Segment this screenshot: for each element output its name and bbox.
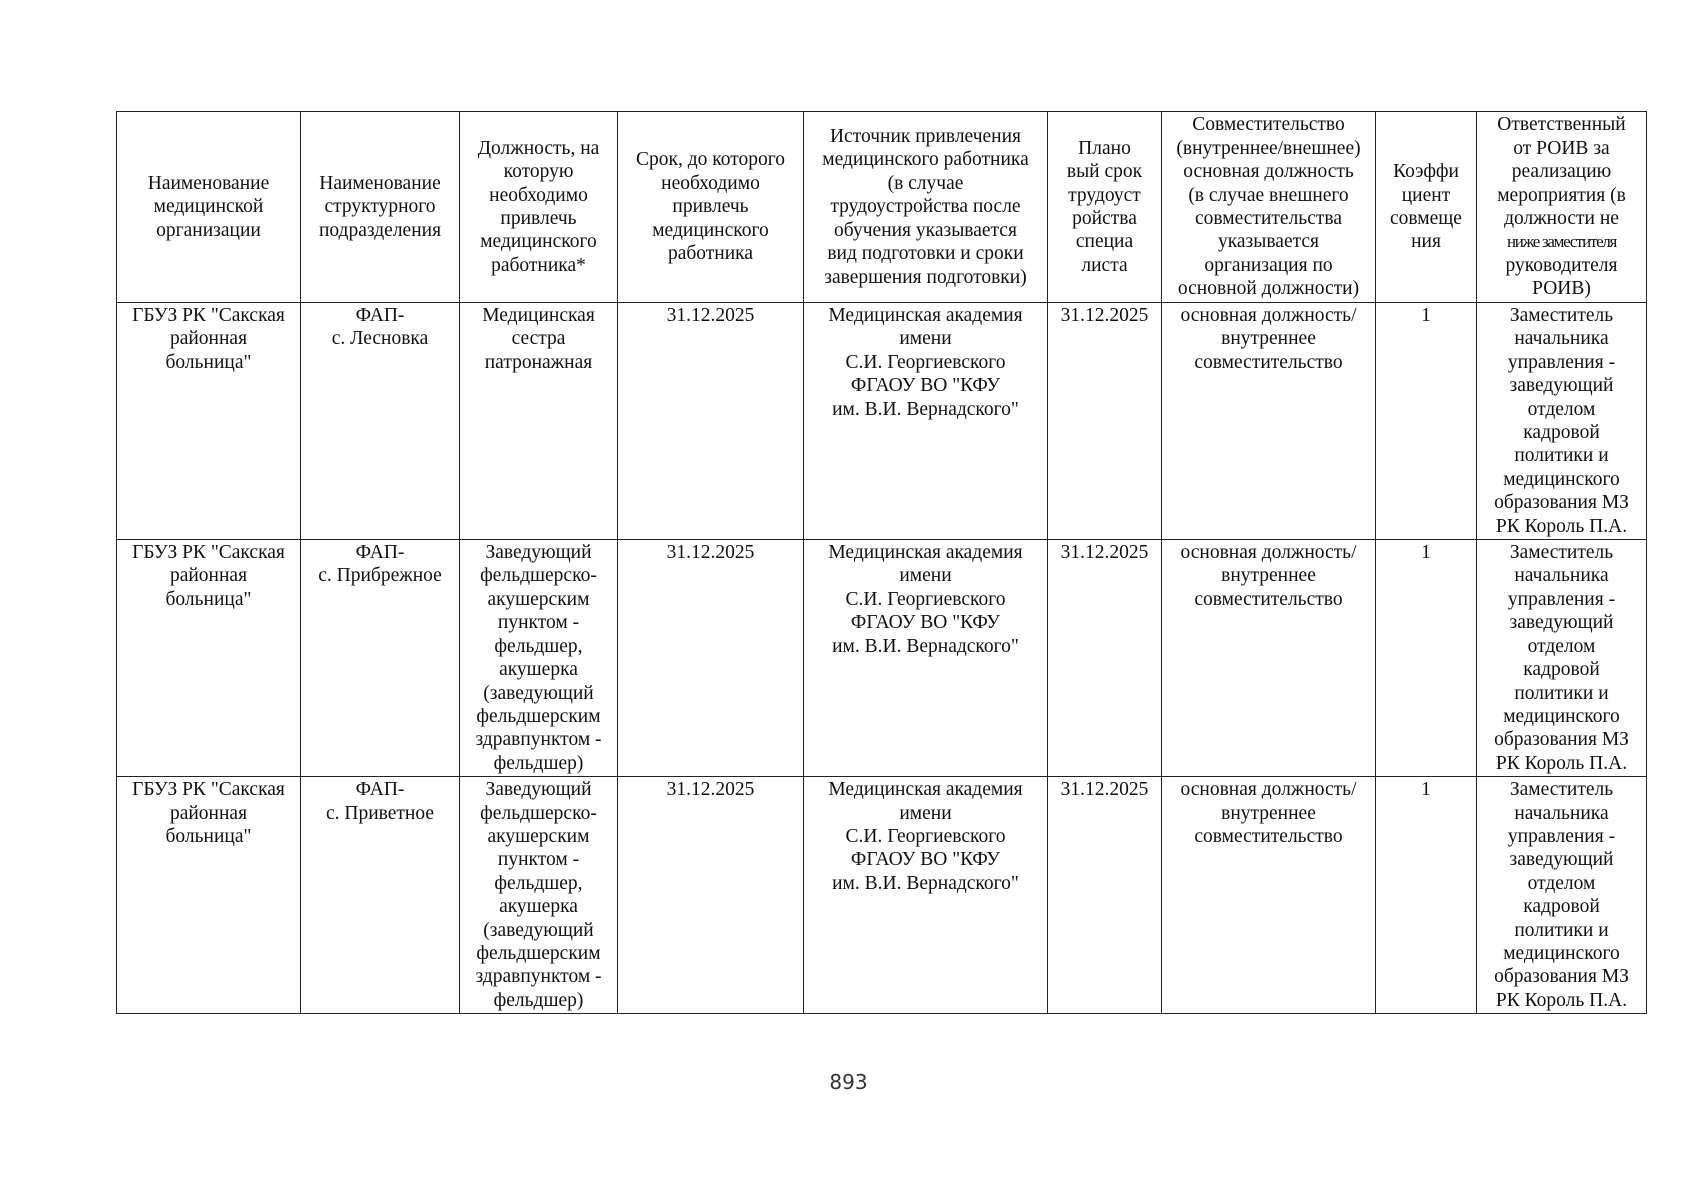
cell-line: отделом [1527, 635, 1596, 657]
header-cell [1477, 112, 1647, 303]
cell-line: РК Король П.А. [1495, 989, 1628, 1011]
cell-line: Заведующий [485, 779, 592, 801]
page-number: 893 [829, 1070, 868, 1094]
cell-line: пунктом - [497, 612, 580, 634]
cell-line: медицинского [1503, 942, 1620, 964]
cell-line: им. В.И. Вернадского" [832, 872, 1019, 894]
cell-line: ния [1411, 231, 1441, 253]
table-cell [1048, 540, 1162, 777]
table-cell [804, 777, 1048, 1014]
cell-line: реализацию [1511, 161, 1612, 183]
cell-line: Заместитель [1509, 779, 1614, 801]
cell-line: медицинского [1503, 468, 1620, 490]
header-cell [1048, 112, 1162, 303]
cell-line: начальника [1514, 328, 1609, 350]
cell-line: циент [1401, 184, 1451, 206]
cell-line: необходимо [661, 172, 760, 194]
table-cell [1477, 777, 1647, 1014]
cell-line: ГБУЗ РК "Сакская [132, 542, 285, 564]
cell-line: ройства [1072, 208, 1137, 229]
cell-line: патронажная [484, 351, 593, 373]
cell-line: Заместитель [1509, 542, 1614, 564]
cell-line: привлечь [500, 208, 577, 229]
cell-line: образования МЗ [1494, 729, 1629, 751]
cell-line: руководителя [1505, 254, 1618, 276]
cell-line: Наименование [147, 172, 270, 194]
header-cell [460, 112, 618, 303]
cell-line: начальника [1514, 802, 1609, 824]
cell-line: Совместительство [1192, 114, 1345, 136]
cell-line: кадровой [1523, 896, 1600, 918]
cell-line: управления - [1507, 588, 1616, 610]
header-cell [618, 112, 804, 303]
cell-line: завершения подготовки) [824, 266, 1027, 288]
cell-line: политики и [1514, 919, 1609, 941]
staffing-table [116, 111, 1647, 1014]
cell-line: пунктом - [497, 849, 580, 871]
cell-line: которую [503, 161, 574, 183]
cell-line: 31.12.2025 [1060, 305, 1149, 326]
cell-line: от РОИВ за [1513, 137, 1610, 159]
cell-line: организация по [1204, 254, 1333, 276]
table-cell [117, 540, 301, 777]
cell-line: Медицинская академия [828, 305, 1023, 326]
table-cell [618, 303, 804, 540]
cell-line: основная должность/ [1180, 305, 1357, 326]
table-cell [117, 303, 301, 540]
cell-line: политики и [1514, 682, 1609, 704]
cell-line: фельдшерско- [480, 802, 597, 824]
cell-line: Заместитель [1509, 305, 1614, 326]
cell-line: здравпунктом - [475, 729, 602, 751]
table-cell [301, 777, 460, 1014]
cell-line: (заведующий [483, 919, 594, 941]
cell-line: вый срок [1066, 161, 1143, 183]
cell-line: Источник привлечения [829, 126, 1022, 148]
cell-line: образования МЗ [1494, 492, 1629, 514]
table-cell [1162, 540, 1376, 777]
cell-line: ГБУЗ РК "Сакская [132, 779, 285, 801]
cell-line: заведующий [1509, 849, 1614, 871]
cell-line: имени [899, 328, 952, 350]
cell-line: трудоустройства после [830, 196, 1021, 218]
cell-line: 31.12.2025 [1060, 542, 1149, 564]
cell-line: ФГАОУ ВО "КФУ [850, 612, 1001, 634]
cell-line: совместительство [1194, 351, 1343, 373]
cell-line: основной должности) [1177, 278, 1360, 300]
cell-line: совместительства [1195, 208, 1342, 229]
cell-line: 31.12.2025 [666, 542, 755, 564]
cell-line: больница" [165, 825, 252, 847]
cell-line: Медицинская [482, 305, 595, 326]
cell-line: районная [169, 328, 248, 350]
cell-line: 31.12.2025 [666, 305, 755, 326]
cell-line: ниже заместителя [1506, 232, 1617, 252]
cell-line: обучения указывается [834, 219, 1017, 241]
cell-line: работника* [491, 254, 586, 276]
cell-line: Медицинская академия [828, 542, 1023, 564]
cell-line: больница" [165, 588, 252, 610]
cell-line: ФГАОУ ВО "КФУ [850, 375, 1001, 397]
cell-line: акушерка [499, 659, 578, 681]
table-cell [1376, 777, 1477, 1014]
cell-line: отделом [1527, 872, 1596, 894]
cell-line: внутреннее [1221, 802, 1316, 824]
cell-line: управления - [1507, 351, 1616, 373]
cell-line: акушерка [499, 896, 578, 918]
cell-line: организации [156, 219, 261, 241]
cell-line: с. Приветное [325, 802, 435, 824]
cell-line: фельдшер, [494, 635, 583, 657]
table-cell [1376, 303, 1477, 540]
cell-line: Должность, на [477, 137, 600, 159]
cell-line: кадровой [1523, 659, 1600, 681]
table-cell [117, 777, 301, 1014]
cell-line: Коэффи [1393, 161, 1459, 183]
table-cell [1048, 777, 1162, 1014]
cell-line: внутреннее [1221, 328, 1316, 350]
cell-line: С.И. Георгиевского [845, 588, 1006, 610]
cell-line: трудоуст [1068, 184, 1141, 206]
cell-line: 31.12.2025 [1060, 779, 1149, 801]
cell-line: здравпунктом - [475, 966, 602, 988]
cell-line: районная [169, 565, 248, 587]
cell-line: основная должность [1183, 161, 1354, 183]
cell-line: имени [899, 565, 952, 587]
cell-line: фельдшерско- [480, 565, 597, 587]
table-cell [804, 540, 1048, 777]
cell-line: Заведующий [485, 542, 592, 564]
cell-line: подразделения [318, 219, 442, 241]
cell-line: ГБУЗ РК "Сакская [132, 305, 285, 326]
table-cell [1162, 777, 1376, 1014]
cell-line: кадровой [1523, 422, 1600, 444]
cell-line: ФГАОУ ВО "КФУ [850, 849, 1001, 871]
cell-line: с. Лесновка [331, 328, 429, 350]
header-cell [1376, 112, 1477, 303]
cell-line: РК Король П.А. [1495, 515, 1628, 537]
table-cell [618, 777, 804, 1014]
cell-line: сестра [511, 328, 566, 350]
cell-line: фельдшер) [493, 989, 584, 1011]
cell-line: Наименование [319, 172, 441, 194]
cell-line: медицинского [652, 219, 769, 241]
header-cell [117, 112, 301, 303]
cell-line: начальника [1514, 565, 1609, 587]
cell-line: работника [667, 243, 754, 265]
cell-line: акушерским [487, 825, 590, 847]
cell-line: С.И. Георгиевского [845, 825, 1006, 847]
table-cell [301, 540, 460, 777]
cell-line: имени [899, 802, 952, 824]
cell-line: ФАП- [355, 305, 405, 326]
header-cell [804, 112, 1048, 303]
table-cell [1048, 303, 1162, 540]
table-row [117, 303, 1647, 540]
cell-line: РОИВ) [1532, 278, 1591, 300]
table-row [117, 540, 1647, 777]
cell-line: Плано [1078, 137, 1131, 159]
table-cell [1477, 303, 1647, 540]
cell-line: им. В.И. Вернадского" [832, 635, 1019, 657]
cell-line: С.И. Георгиевского [845, 351, 1006, 373]
cell-line: специа [1075, 231, 1134, 253]
cell-line: больница" [165, 351, 252, 373]
table-body [117, 303, 1647, 1014]
cell-line: (в случае внешнего [1188, 184, 1349, 206]
cell-line: ФАП- [355, 779, 405, 801]
cell-line: РК Король П.А. [1495, 752, 1628, 774]
cell-line: 1 [1421, 305, 1431, 326]
cell-line: внутреннее [1221, 565, 1316, 587]
cell-line: заведующий [1509, 612, 1614, 634]
cell-line: с. Прибрежное [318, 565, 442, 587]
header-cell [1162, 112, 1376, 303]
table-cell [1376, 540, 1477, 777]
header-row [117, 112, 1647, 303]
cell-line: привлечь [672, 196, 749, 218]
cell-line: основная должность/ [1180, 542, 1357, 564]
cell-line: управления - [1507, 825, 1616, 847]
cell-line: заведующий [1509, 375, 1614, 397]
table-cell [1477, 540, 1647, 777]
cell-line: образования МЗ [1494, 966, 1629, 988]
cell-line: районная [169, 802, 248, 824]
cell-line: основная должность/ [1180, 779, 1357, 801]
table-cell [1162, 303, 1376, 540]
cell-line: фельдшерским [476, 705, 601, 727]
cell-line: им. В.И. Вернадского" [832, 398, 1019, 420]
cell-line: вид подготовки и сроки [827, 243, 1024, 265]
cell-line: фельдшерским [476, 942, 601, 964]
cell-line: Ответственный [1497, 114, 1626, 136]
cell-line: Срок, до которого [635, 149, 786, 171]
table-cell [301, 303, 460, 540]
cell-line: (в случае [887, 172, 964, 194]
cell-line: совмеще [1390, 208, 1462, 229]
cell-line: медицинского [480, 231, 597, 253]
cell-line: отделом [1527, 398, 1596, 420]
cell-line: Медицинская академия [828, 779, 1023, 801]
cell-line: (внутреннее/внешнее) [1176, 137, 1361, 159]
header-cell [301, 112, 460, 303]
cell-line: фельдшер) [493, 752, 584, 774]
cell-line: указывается [1217, 231, 1320, 253]
table-row [117, 777, 1647, 1014]
table-cell [460, 540, 618, 777]
cell-line: структурного [324, 196, 436, 218]
cell-line: акушерским [487, 588, 590, 610]
cell-line: необходимо [489, 184, 588, 206]
table-cell [460, 303, 618, 540]
cell-line: листа [1081, 254, 1128, 276]
table-cell [460, 777, 618, 1014]
cell-line: медицинского [1503, 705, 1620, 727]
cell-line: совместительство [1194, 588, 1343, 610]
cell-line: мероприятия (в [1497, 184, 1626, 206]
cell-line: ФАП- [355, 542, 405, 564]
cell-line: 1 [1421, 542, 1431, 564]
cell-line: 31.12.2025 [666, 779, 755, 801]
table-cell [804, 303, 1048, 540]
table-cell [618, 540, 804, 777]
cell-line: совместительство [1194, 825, 1343, 847]
cell-line: (заведующий [483, 682, 594, 704]
cell-line: фельдшер, [494, 872, 583, 894]
cell-line: медицинского работника [822, 149, 1029, 171]
cell-line: политики и [1514, 445, 1609, 467]
cell-line: должности не [1504, 208, 1619, 229]
cell-line: 1 [1421, 779, 1431, 801]
cell-line: медицинской [153, 196, 264, 218]
